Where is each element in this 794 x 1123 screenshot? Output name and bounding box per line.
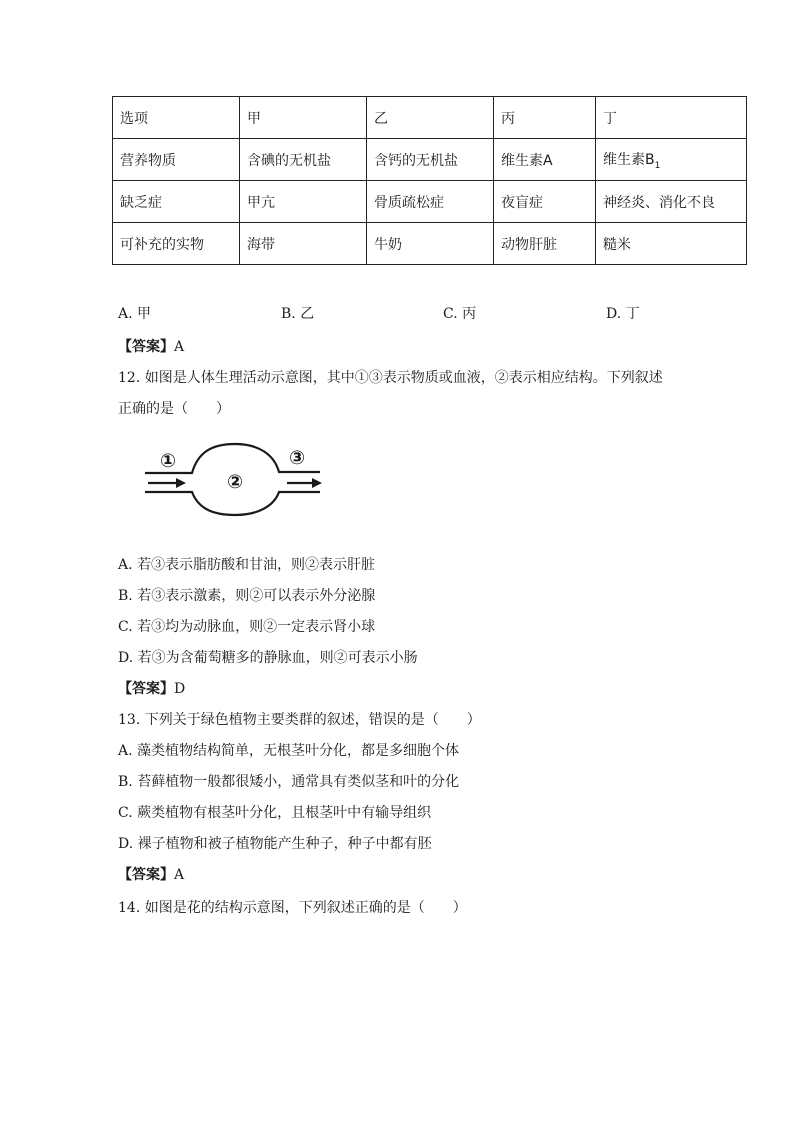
q12-option-a: A. 若③表示脂肪酸和甘油，则②表示肝脏	[118, 557, 376, 573]
label-3: ③	[288, 447, 306, 469]
q13-option-a: A. 藻类植物结构简单，无根茎叶分化，都是多细胞个体	[118, 743, 460, 759]
table-cell: 神经炎、消化不良	[596, 181, 747, 223]
table-cell: 选项	[113, 97, 240, 139]
q12-stem-line2: 正确的是（ ）	[118, 401, 230, 417]
q11-option-c: C. 丙	[443, 306, 477, 322]
table-cell: 夜盲症	[494, 181, 596, 223]
q12-answer: 【答案】D	[118, 681, 186, 697]
q11-answer: 【答案】A	[118, 339, 185, 355]
table-cell: 动物肝脏	[494, 223, 596, 265]
table-row	[113, 181, 747, 223]
table-cell: 乙	[367, 97, 494, 139]
q11-option-d: D. 丁	[606, 306, 640, 322]
q13-stem: 13. 下列关于绿色植物主要类群的叙述，错误的是（ ）	[118, 712, 481, 728]
label-2: ②	[226, 471, 244, 493]
q13-option-d: D. 裸子植物和被子植物能产生种子，种子中都有胚	[118, 836, 432, 852]
table-row	[113, 139, 747, 181]
q11-option-b: B. 乙	[281, 306, 315, 322]
vitamin-b-subscript: 1	[654, 160, 661, 171]
table-cell: 糙米	[596, 223, 747, 265]
table-cell: 含钙的无机盐	[367, 139, 494, 181]
table-cell: 营养物质	[113, 139, 240, 181]
table-cell: 牛奶	[367, 223, 494, 265]
q12-stem-line1: 12. 如图是人体生理活动示意图，其中①③表示物质或血液，②表示相应结构。下列叙述	[118, 370, 663, 386]
label-1: ①	[159, 450, 177, 472]
q11-options	[118, 303, 658, 325]
table-row	[113, 97, 747, 139]
table-cell: 丁	[596, 97, 747, 139]
q13-option-b: B. 苔藓植物一般都很矮小，通常具有类似茎和叶的分化	[118, 774, 460, 790]
table-cell: 甲亢	[240, 181, 367, 223]
q12-option-b: B. 若③表示激素，则②可以表示外分泌腺	[118, 588, 376, 604]
table-cell	[596, 139, 747, 181]
q12-option-d: D. 若③为含葡萄糖多的静脉血，则②可表示小肠	[118, 650, 418, 666]
organ-flow-diagram	[140, 440, 330, 520]
outflow-arrowhead	[312, 478, 322, 488]
q13-option-c: C. 蕨类植物有根茎叶分化，且根茎叶中有输导组织	[118, 805, 432, 821]
table-cell: 甲	[240, 97, 367, 139]
table-cell: 含碘的无机盐	[240, 139, 367, 181]
table-cell: 骨质疏松症	[367, 181, 494, 223]
table-cell: 丙	[494, 97, 596, 139]
table-cell: 维生素A	[494, 139, 596, 181]
table-row	[113, 223, 747, 265]
q12-option-c: C. 若③均为动脉血，则②一定表示肾小球	[118, 619, 376, 635]
table-cell: 海带	[240, 223, 367, 265]
vitamin-b-name: 维生素B	[603, 151, 655, 168]
q14-stem: 14. 如图是花的结构示意图，下列叙述正确的是（ ）	[118, 900, 467, 916]
table-cell: 可补充的实物	[113, 223, 240, 265]
q11-option-a: A. 甲	[118, 306, 152, 322]
nutrition-table	[112, 96, 747, 265]
inflow-arrowhead	[176, 478, 186, 488]
table-cell: 缺乏症	[113, 181, 240, 223]
q13-answer: 【答案】A	[118, 867, 185, 883]
